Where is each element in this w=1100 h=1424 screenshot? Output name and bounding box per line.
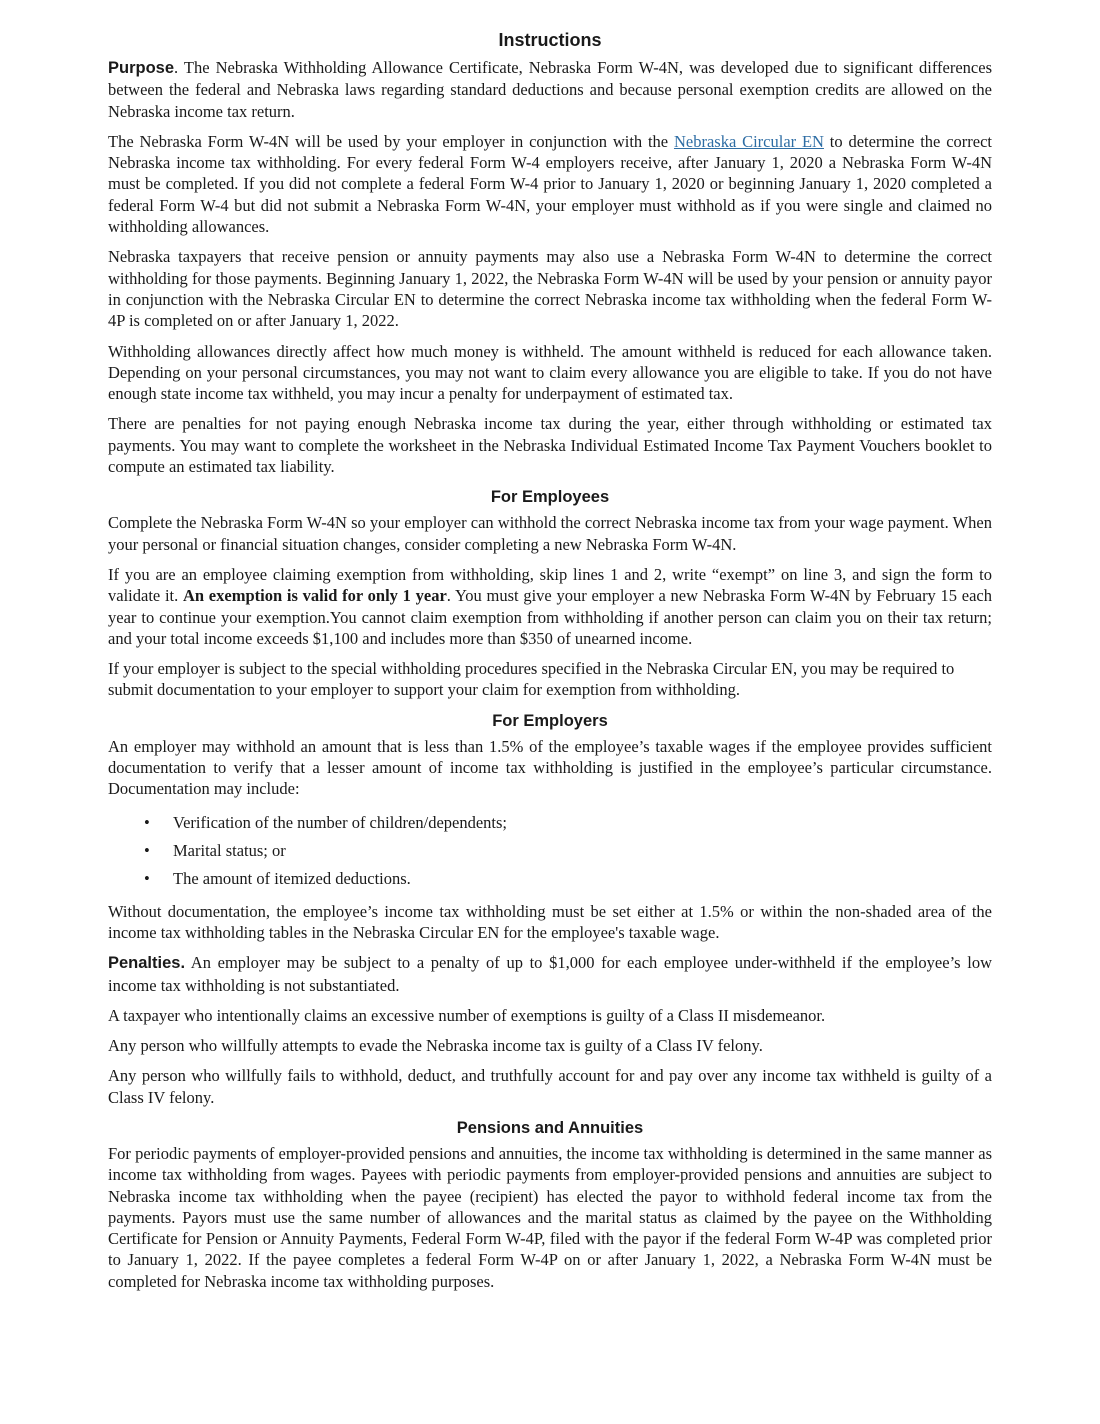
circular-paragraph: [108, 131, 992, 237]
employer-penalties-paragraph: [108, 952, 992, 996]
purpose-lead: Purpose: [108, 59, 175, 77]
purpose-text: . The Nebraska Withholding Allowance Certificate, Nebraska Form W-4N, was developed due to significant differences between the federal and Nebraska laws regarding standard deductions and because personal exemption credits are allowed on the Nebraska income tax return.: [108, 58, 992, 121]
pensions-paragraph: For periodic payments of employer-provided pensions and annuities, the income tax withholding is determined in the same manner as income tax withholding from wages. Payees with periodic payments from employer-provided pensions and annuities are subject to Nebraska income tax withholding when the payee (recipient) has elected the payor to withhold federal income tax from the payments. Payors must use the same number of allowances and the marital status as claimed by the payee on the Withholding Certificate for Pension or Annuity Payments, Federal Form W-4P, filed with the payor if the federal Form W-4P was completed prior to January 1, 2022. If the payee completes a federal Form W-4P on or after January 1, 2022, a Nebraska Form W-4N must be completed for Nebraska income tax withholding purposes.: [108, 1143, 992, 1291]
circular-text-after: to determine the correct Nebraska income tax withholding. For every federal Form W-4 employers receive, after January 1, 2020 a Nebraska Form W-4N must be completed. If you did not complete a federal Form W-4 prior to January 1, 2020 or beginning January 1, 2020 completed a federal Form W-4 but did not submit a Nebraska Form W-4N, your employer must withhold as if you were single and claimed no withholding allowances.: [108, 131, 992, 237]
list-item: [108, 812, 992, 833]
allowances-paragraph: Withholding allowances directly affect how much money is withheld. The amount withheld is reduced for each allowance taken. Depending on your personal circumstances, you may not want to claim every allowance you are eligible to take. If you do not have enough state income tax withheld, you may incur a penalty for underpayment of estimated tax.: [108, 341, 992, 404]
penalties-intro-paragraph: There are penalties for not paying enough Nebraska income tax during the year, either through withholding or estimated tax payments. You may want to complete the worksheet in the Nebraska Individual Estimated Income Tax Payment Vouchers booklet to compute an estimated tax liability.: [108, 414, 992, 477]
list-item-text: Verification of the number of children/dependents;: [173, 812, 508, 832]
penalties-text: An employer may be subject to a penalty of up to $1,000 for each employee under-withheld if the employee’s low income tax withholding is not substantiated.: [108, 953, 992, 995]
bullet-icon: •: [144, 840, 150, 860]
employers-heading: For Employers: [492, 711, 608, 730]
bullet-icon: •: [144, 868, 150, 888]
bullet-icon: •: [144, 812, 150, 832]
instructions-page: [108, 28, 992, 1301]
employees-heading: For Employees: [490, 488, 610, 507]
nebraska-circular-en-link[interactable]: Nebraska Circular EN: [673, 131, 824, 151]
penalties-lead: Penalties.: [108, 954, 186, 973]
page-title: Instructions: [498, 30, 602, 50]
misdemeanor-paragraph: A taxpayer who intentionally claims an excessive number of exemptions is guilty of a Class II misdemeanor.: [108, 1005, 826, 1025]
pension-intro-paragraph: Nebraska taxpayers that receive pension or annuity payments may also use a Nebraska Form W-4N to determine the correct withholding for those payments. Beginning January 1, 2022, the Nebraska Form W-4N will be used by your pension or annuity payor in conjunction with the Nebraska Circular EN to determine the correct Nebraska income tax withholding when the federal Form W-4P is completed on or after January 1, 2022.: [108, 247, 992, 331]
employers-paragraph-2: Without documentation, the employee’s income tax withholding must be set either at 1.5% or within the non-shaded area of the income tax withholding tables in the Nebraska Circular EN for the employee's taxable wage.: [108, 901, 992, 942]
felony-paragraph: Any person who willfully fails to withhold, deduct, and truthfully account for and pay over any income tax withheld is guilty of a Class IV felony.: [108, 1066, 992, 1107]
employers-paragraph-1: An employer may withhold an amount that is less than 1.5% of the employee’s taxable wages if the employee provides sufficient documentation to verify that a lesser amount of income tax withholding is justified in the employee’s particular circumstance. Documentation may include:: [108, 736, 992, 799]
list-item: [108, 868, 992, 889]
exemption-text-before: If you are an employee claiming exemption from withholding, skip lines 1 and 2, write “exempt” on line 3, and sign the form to validate it.: [108, 564, 992, 606]
list-item-text: Marital status; or: [173, 840, 286, 860]
list-item: [108, 840, 992, 861]
list-item-text: The amount of itemized deductions.: [173, 868, 411, 888]
exemption-bold-text: An exemption is valid for only 1 year: [182, 586, 447, 606]
employees-paragraph-1: Complete the Nebraska Form W-4N so your employer can withhold the correct Nebraska income tax from your wage payment. When your personal or financial situation changes, consider completing a new Nebraska Form W-4N.: [108, 513, 992, 554]
exemption-text-after: . You must give your employer a new Nebraska Form W-4N by February 15 each year to continue your exemption.You cannot claim exemption from withholding if another person can claim you on their tax return; and your total income exceeds $1,100 and includes more than $350 of unearned income.: [108, 586, 992, 648]
employees-paragraph-3: If your employer is subject to the special withholding procedures specified in the Nebraska Circular EN, you may be required to submit documentation to your employer to support your claim for exemption from withholding.: [108, 659, 955, 700]
employees-paragraph-2: [108, 564, 992, 649]
purpose-paragraph: [108, 57, 992, 122]
evasion-paragraph: Any person who willfully attempts to evade the Nebraska income tax is guilty of a Class IV felony.: [108, 1036, 763, 1056]
documentation-list: [108, 812, 992, 889]
circular-text-before: The Nebraska Form W-4N will be used by your employer in conjunction with the: [108, 131, 674, 151]
pensions-heading: Pensions and Annuities: [456, 1118, 644, 1137]
